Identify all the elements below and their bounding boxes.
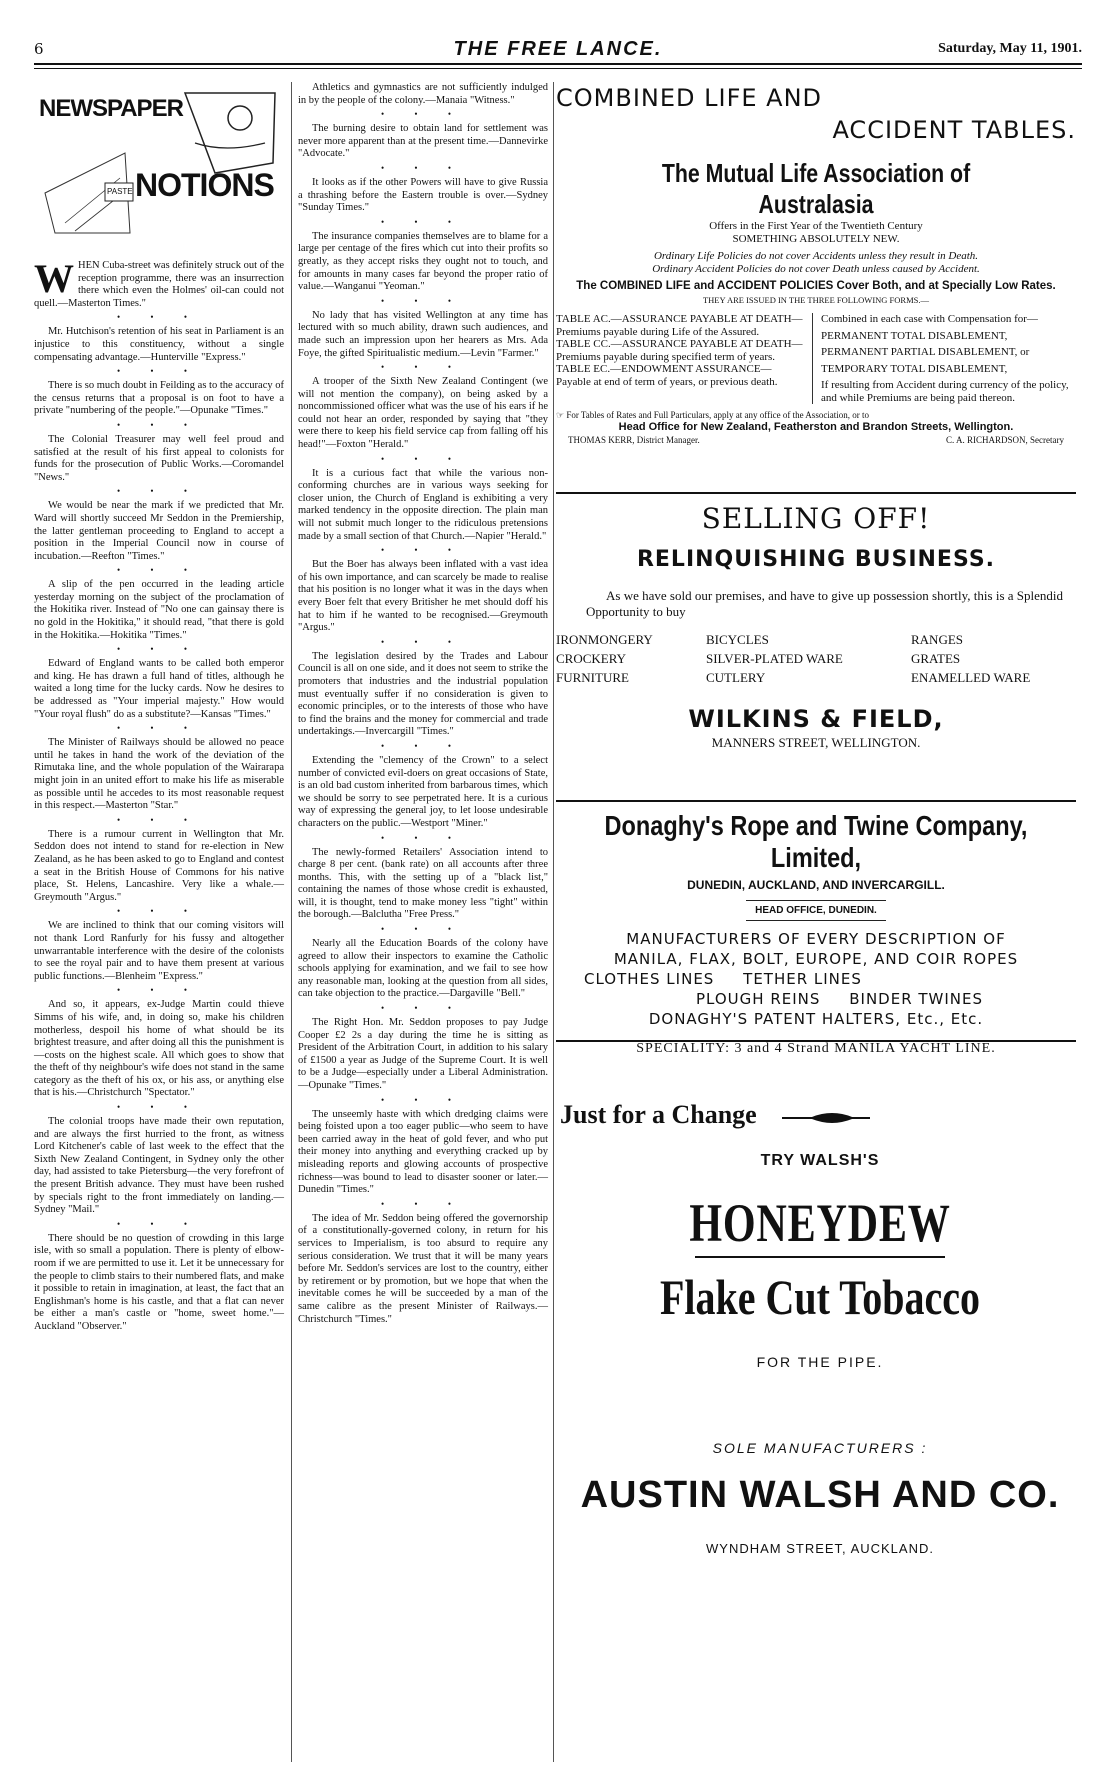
arrow-flourish-icon [782, 1110, 872, 1126]
note-line-1: Ordinary Life Policies do not cover Accidents unless they result in Death. [653, 250, 979, 262]
reins-line: PLOUGH REINS BINDER TWINES [696, 990, 984, 1008]
compensation-intro: Combined in each case with Compensation for— [821, 313, 1038, 325]
col1-para-10: We are inclined to think that our coming visitors will not thank Lord Ranfurly for his fussy and altogether unwarrantable interference with the desire of the colonists to see the royal pair and to have them present at various public functions.—Blenheim "Express." [34, 920, 284, 982]
goods-item: CUTLERY [706, 670, 766, 685]
separator-dots: • • • [117, 985, 201, 996]
col1-para-1: WHEN Cuba-street was definitely struck out of the reception programme, there was an insurrection there which even the Holmes' oil-can could not quell.—Masterton Times." [34, 256, 284, 309]
goods-item: IRONMONGERY [556, 632, 653, 647]
temporary-total: TEMPORARY TOTAL DISABLEMENT, [821, 362, 1008, 375]
selling-off-advertisement [556, 502, 1076, 751]
separator-dots: • • • [381, 162, 465, 173]
selling-off-title: SELLING OFF! [701, 502, 931, 535]
particulars-line: ☞ For Tables of Rates and Full Particulars, apply at any office of the Association, or to [556, 410, 870, 420]
col2-para-7: It is a curious fact that while the various non-conforming churches are in various ways seeking for closer union, the Church of England is exhibiting a very marked tendency in the opposite direction. The plain man will not submit much longer to the ridiculous pretensions made by a small section of that Church.—Napier "Herald." [298, 467, 548, 542]
logo-word-newspaper: NEWSPAPER [39, 95, 183, 122]
column-divider-2 [553, 82, 554, 1762]
goods-item: FURNITURE [556, 670, 629, 685]
policy-tables-right [813, 313, 1076, 404]
goods-list [556, 630, 1076, 687]
signatories [556, 435, 1076, 445]
col2-para-15: The idea of Mr. Seddon being offered the governorship of a constitutionally-governed colony, in return for his services to Imperialism, is too absurd to require any serious consideration. We trust that it will be many years before Mr. Seddon's services are lost to the country, either by retirement or by promotion, but we hope that when the inevitable comes he will be succeeded by a man of the same calibre as the present Minister of Railways.—Christchurch "Times." [298, 1212, 548, 1325]
col1-para-8: The Minister of Railways should be allowed no peace until he takes in hand the work of the deviation of the Rimutaka line, and the whole population of the Wairarapa might join in an united effort to make his life as miserable as possible until he accedes to its most reasonable request in this respect.—Masterton "Star." [34, 737, 284, 812]
col2-para-14: The unseemly haste with which dredging claims were being foisted upon a too eager public—who seem to have been carried away in the heat of gold fever, and who put their money into anything and everything cracked up by misleading reports and glowing accounts of prospective richness—was bound to lead to disaster sooner or later.—Dunedin "Times." [298, 1108, 548, 1196]
col2-para-5: No lady that has visited Wellington at any time has lectured with so much ability, drawn such audiences, and made such an impression upon her hearers as Mrs. Ada Foye, the gifted Spiritualistic medium.—Levin "Farmer." [298, 309, 548, 359]
table-ac: TABLE AC.—ASSURANCE PAYABLE AT DEATH— [556, 313, 803, 325]
donaghy-company-name: Donaghy's Rope and Twine Company, Limited, [604, 810, 1028, 873]
note-line-2: Ordinary Accident Policies do not cover Death unless caused by Accident. [652, 263, 980, 275]
brand-underline [695, 1256, 945, 1258]
mutual-life-advertisement [556, 84, 1076, 445]
walsh-tobacco-advertisement [560, 1100, 1080, 1556]
austin-walsh-name: AUSTIN WALSH AND CO. [580, 1474, 1060, 1516]
accident-tables-heading: ACCIDENT TABLES. [832, 116, 1076, 144]
offer-line-2: SOMETHING ABSOLUTELY NEW. [732, 233, 900, 245]
goods-item: BICYCLES [706, 632, 769, 647]
logo-paste-label: PASTE [107, 187, 133, 196]
pointing-hand-icon: ☞ [556, 410, 567, 420]
policy-tables-left [556, 313, 813, 404]
newspaper-notions-logo [34, 82, 284, 242]
for-the-pipe: FOR THE PIPE. [756, 1354, 884, 1370]
separator-dots: • • • [117, 565, 201, 576]
logo-word-notions: NOTIONS [135, 167, 274, 203]
speciality-line: SPECIALITY: 3 and 4 Strand MANILA YACHT LINE. [636, 1041, 996, 1056]
ad-divider [556, 800, 1076, 802]
table-ec: TABLE EC.—ENDOWMENT ASSURANCE— [556, 363, 772, 375]
separator-dots: • • • [381, 740, 465, 751]
separator-dots: • • • [381, 924, 465, 935]
separator-dots: • • • [381, 295, 465, 306]
wilkins-field-name: WILKINS & FIELD, [688, 705, 944, 733]
ad-divider [556, 492, 1076, 494]
permanent-partial: PERMANENT PARTIAL DISABLEMENT, or [821, 346, 1030, 358]
header-rule [34, 63, 1082, 65]
mutual-life-company-name: The Mutual Life Association of Australasia [661, 158, 971, 219]
page-header [34, 38, 1082, 60]
col1-para-13: There should be no question of crowding in this large isle, with so small a population. There is plenty of elbow-room if we are permitted to use it. Let it be unnecessary for the people to climb stairs to their numbered flats, and make it possible to retain in imagination, at least, the fact that an Englishman's home is his castle, and that a flat can never be either a man's castle or "home, sweet home."—Auckland "Observer." [34, 1232, 284, 1332]
col1-para-4: The Colonial Treasurer may well feel proud and satisfied at the result of his first appeal to colonists for funds for the prosecution of Public Works.—Coromandel "News." [34, 433, 284, 483]
separator-dots: • • • [381, 832, 465, 843]
separator-dots: • • • [381, 216, 465, 227]
col1-para-11: And so, it appears, ex-Judge Martin could thieve Simms of his wife, and, in doing so, make his children motherless, despoil his home of what should be its brightest treasure, and after doing all this the punishment is—costs on the highest scale. All which goes to show that the theft of thy neighbour's wife does not stand in the same category as the theft of his ox, or his ass, or anything else that is his.—Christchurch "Spectator." [34, 999, 284, 1099]
short-rule [746, 900, 886, 901]
page-number: 6 [34, 40, 44, 58]
col1-para-7: Edward of England wants to be called both emperor and king. He has drawn a full hand of titles, although he waited a long time for the lucky cards. Now he desires to be addressed as "Your imperial majesty." How would "Your royal flush" do as a substitute?—Kansas "Times." [34, 658, 284, 720]
separator-dots: • • • [381, 1094, 465, 1105]
forms-line: THEY ARE ISSUED IN THE THREE FOLLOWING FORMS.— [702, 295, 930, 305]
selling-intro: As we have sold our premises, and have to give up possession shortly, this is a Splendid Opportunity to buy [586, 588, 1063, 619]
wyndham-street: WYNDHAM STREET, AUCKLAND. [706, 1541, 934, 1556]
combined-life-heading: COMBINED LIFE AND [556, 84, 823, 112]
col1-para-6: A slip of the pen occurred in the leading article yesterday morning on the subject of the proclamation of the Hokitika river. Instead of "No one can gainsay there is no gold in the Hokitika," it should read, "that there is gold in the Hokitika.—Hokitika "Times." [34, 579, 284, 641]
col1-para-12: The colonial troops have made their own reputation, and are always the first hurried to the front, as witness Lord Kitchener's cable of last week to the effect that the Sixth New Zealand Contingent, in Sydney only the other day, had assisted to take Pietersburg—the very forefront of the present British advance. They must have been rushed by specials right to the front immediately on landing.—Sydney "Mail." [34, 1116, 284, 1216]
separator-dots: • • • [381, 453, 465, 464]
goods-item: RANGES [911, 632, 964, 647]
separator-dots: • • • [117, 644, 201, 655]
separator-dots: • • • [117, 366, 201, 377]
goods-item: GRATES [911, 651, 961, 666]
sole-manufacturers: SOLE MANUFACTURERS : [712, 1440, 928, 1456]
cover-line: The COMBINED LIFE and ACCIDENT POLICIES Cover Both, and at Specially Low Rates. [576, 280, 1056, 292]
col2-para-2: The burning desire to obtain land for settlement was never more apparent than at the present time.—Dannevirke "Advocate." [298, 123, 548, 160]
separator-dots: • • • [381, 1198, 465, 1209]
separator-dots: • • • [117, 1102, 201, 1113]
separator-dots: • • • [117, 1218, 201, 1229]
wilkins-field-address: MANNERS STREET, WELLINGTON. [711, 735, 921, 750]
table-cc-desc: Premiums payable during specified term of years. [556, 350, 776, 363]
separator-dots: • • • [381, 109, 465, 120]
goods-item: CROCKERY [556, 651, 627, 666]
col1-para-9: There is a rumour current in Wellington that Mr. Seddon does not intend to stand for re-election in New Zealand, as he has been asked to go to England and contest a seat in the British House of Commons for his native place, St. Helens, Lancashire. Very like a whale.—Greymouth "Argus." [34, 828, 284, 903]
col1-para-5: We would be near the mark if we predicted that Mr. Ward will shortly succeed Mr Seddon in the Premiership, the latter gentleman proceeding to England to accept a position in the Imperial Council now in course of incubation.—Reefton "Times." [34, 500, 284, 562]
table-cc: TABLE CC.—ASSURANCE PAYABLE AT DEATH— [556, 338, 803, 350]
lines-line: CLOTHES LINES TETHER LINES [584, 970, 862, 988]
column-2 [298, 82, 548, 1328]
district-manager: THOMAS KERR, District Manager. [568, 435, 700, 445]
honeydew-brand: HONEYDEW [689, 1193, 951, 1253]
ropes-line: MANILA, FLAX, BOLT, EUROPE, AND COIR ROPES [613, 950, 1019, 968]
table-ec-desc: Payable at end of term of years, or previous death. [556, 375, 778, 388]
col2-para-13: The Right Hon. Mr. Seddon proposes to pay Judge Cooper £2 2s a day during the time he is sitting as President of the Arbitration Court, in addition to his salary of £1500 a year as Judge of the Supreme Court. It is well to be a Judge—especially under a Liberal Administration.—Opunake "Times." [298, 1017, 548, 1091]
donaghy-advertisement [556, 810, 1076, 1057]
relinquishing-business: RELINQUISHING BUSINESS. [636, 547, 996, 572]
separator-dots: • • • [117, 723, 201, 734]
separator-dots: • • • [117, 419, 201, 430]
issue-date: Saturday, May 11, 1901. [938, 41, 1082, 56]
separator-dots: • • • [117, 312, 201, 323]
flake-cut-tobacco: Flake Cut Tobacco [659, 1269, 981, 1325]
col2-para-1: Athletics and gymnastics are not sufficiently indulged in by the people of the colony.—Manaia "Witness." [298, 82, 548, 106]
col2-para-12: Nearly all the Education Boards of the colony have agreed to allow their inspectors to examine the Catholic schools applying for examination, and we fail to see how any reasonable man, looking at the question from all sides, can take objection to the practice.—Dargaville "Bell." [298, 938, 548, 1000]
col2-para-4: The insurance companies themselves are to blame for a large per centage of the fires which cut into their profits so greatly, as they accept risks they ought not to touch, and for amounts in many cases far beyond the proper ratio of value.—Wanganui "Yeoman." [298, 230, 548, 293]
donaghy-cities: DUNEDIN, AUCKLAND, AND INVERCARGILL. [687, 878, 945, 892]
offer-line-1: Offers in the First Year of the Twentieth Century [709, 220, 923, 232]
short-rule [746, 920, 886, 921]
try-walshs: TRY WALSH'S [760, 1152, 880, 1169]
col2-para-9: The legislation desired by the Trades and Labour Council is all on one side, and it does not seem to strike the promoters that industries and the industrial population must eventually suffer if no consideration is given to economic principles, or to the interests of those who have to find the brains and the money for commercial and trade undertakings.—Invercargill "Times." [298, 650, 548, 738]
separator-dots: • • • [117, 906, 201, 917]
goods-item: SILVER-PLATED WARE [706, 651, 843, 666]
drop-cap: W [34, 256, 74, 301]
separator-dots: • • • [381, 362, 465, 373]
col1-para-3: There is so much doubt in Feilding as to the accuracy of the census returns that a proposal is on foot to have a private "numbering of the people."—Opunake "Times." [34, 380, 284, 417]
policy-tables [556, 313, 1076, 404]
column-divider-1 [291, 82, 292, 1762]
accident-condition: If resulting from Accident during currency of the policy, and while Premiums are being paid thereon. [821, 379, 1069, 404]
secretary: C. A. RICHARDSON, Secretary [946, 435, 1064, 445]
separator-dots: • • • [381, 1003, 465, 1014]
head-office-line: Head Office for New Zealand, Featherston and Brandon Streets, Wellington. [618, 421, 1014, 433]
manufacturers-line: MANUFACTURERS OF EVERY DESCRIPTION OF [626, 930, 1006, 948]
paper-title: THE FREE LANCE. [453, 38, 663, 60]
separator-dots: • • • [381, 545, 465, 556]
separator-dots: • • • [117, 814, 201, 825]
header-rule-2 [34, 68, 1082, 69]
col2-para-3: It looks as if the other Powers will have to give Russia a thrashing before the Eastern trouble is over.—Sydney "Sunday Times." [298, 176, 548, 214]
separator-dots: • • • [381, 636, 465, 647]
col2-para-6: A trooper of the Sixth New Zealand Contingent (we will not mention the company), on being asked by a noncommissioned officer what was the use of his ears if he could not hear an order, responded by saying that "they were there to keep his field service cap from falling off his head!"—Foxton "Herald." [298, 376, 548, 451]
goods-item: ENAMELLED WARE [911, 670, 1031, 685]
col1-para-2: Mr. Hutchison's retention of his seat in Parliament is an injustice to this constituency, without a single compensating advantage.—Hunterville "Express." [34, 326, 284, 363]
table-ac-desc: Premiums payable during Life of the Assured. [556, 325, 760, 338]
halters-line: DONAGHY'S PATENT HALTERS, Etc., Etc. [648, 1010, 984, 1028]
column-1 [34, 82, 284, 1336]
col2-para-8: But the Boer has always been inflated with a vast idea of his own importance, and can scarcely be made to realise that his position is no longer what it was in the days when every Boer felt that every Britisher he met should doff his hat to him if he wanted to be recognised.—Greymouth "Argus." [298, 559, 548, 634]
separator-dots: • • • [117, 486, 201, 497]
donaghy-head-office: HEAD OFFICE, DUNEDIN. [755, 905, 877, 916]
col2-para-10: Extending the "clemency of the Crown" to a select number of convicted evil-doers on great occasions of State, is an old bad custom inherited from barbarous times, which we should be sorry to see perpetrated here. It is a curious way of expressing the general joy, to let loose undesirable characters on the public.—Westport "Miner." [298, 754, 548, 829]
just-for-a-change: Just for a Change [560, 1100, 1080, 1130]
ad-divider [556, 1040, 1076, 1042]
col2-para-11: The newly-formed Retailers' Association intend to charge 8 per cent. (bank rate) on all accounts after three months. This, with the setting up of a "black list," containing the names of those whose credit is exhausted, will, it is thought, tend to make money less "tight" within the borough.—Balclutha "Free Press." [298, 846, 548, 921]
permanent-total: PERMANENT TOTAL DISABLEMENT, [821, 329, 1008, 342]
